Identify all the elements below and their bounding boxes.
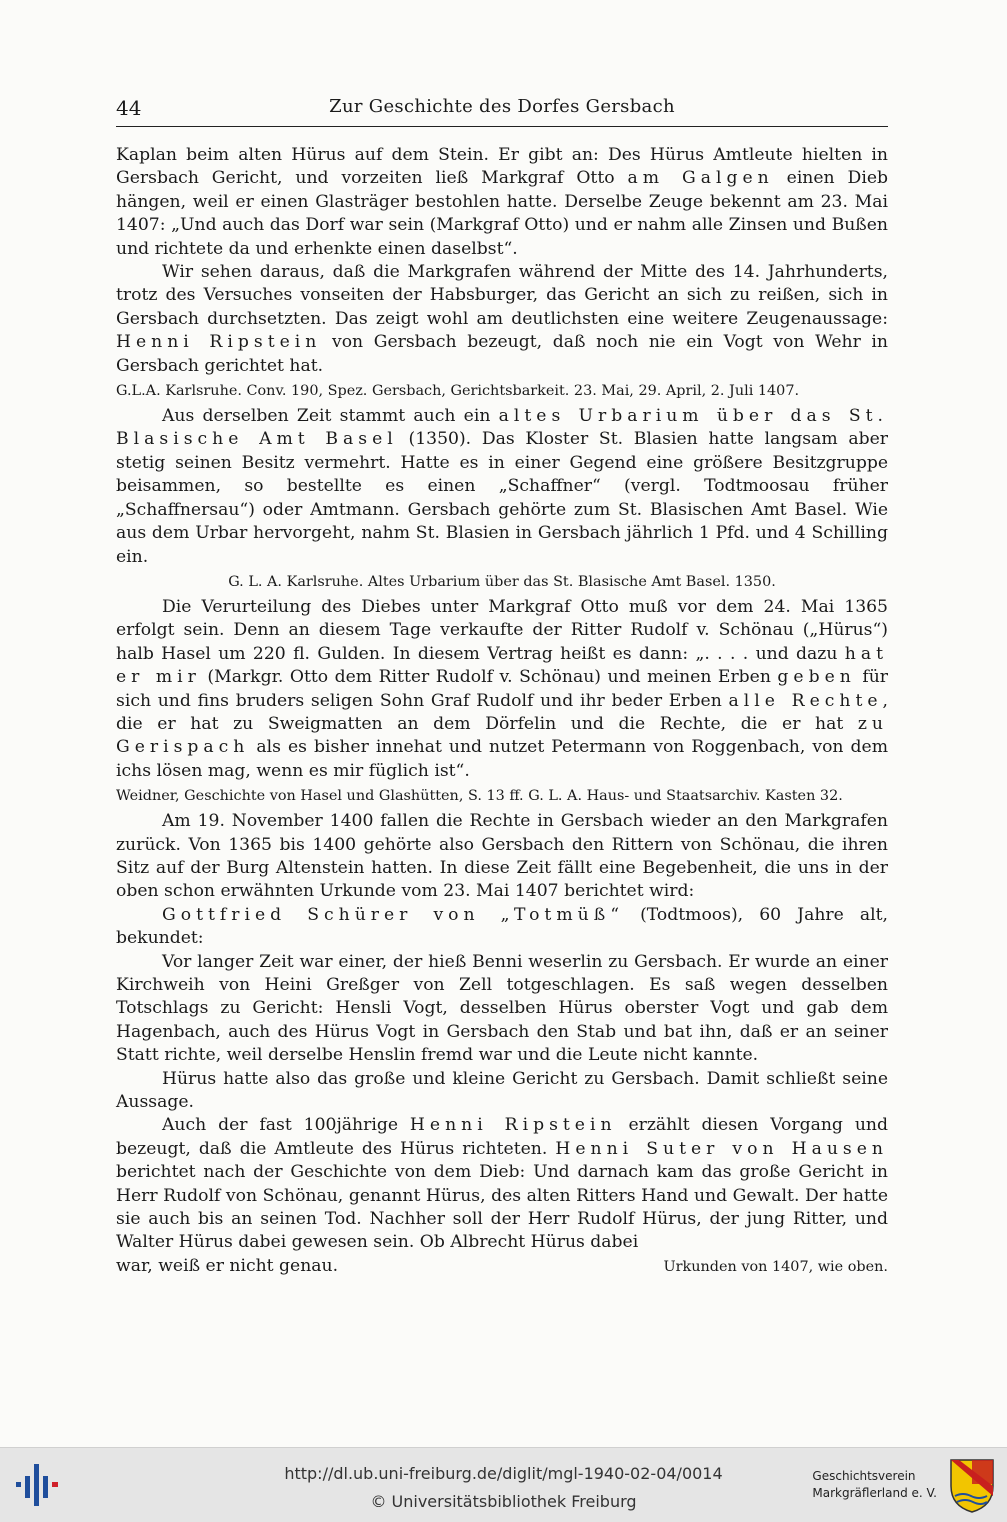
coat-of-arms-icon[interactable] (947, 1456, 997, 1514)
paragraph-8: Hürus hatte also das große und kleine Gericht zu Gersbach. Damit schließt seine Aussage. (116, 1068, 888, 1113)
footnote-1: G.L.A. Karlsruhe. Conv. 190, Spez. Gersbach, Gerichtsbarkeit. 23. Mai, 29. April, 2. Juli 1407. (116, 383, 800, 400)
running-head (116, 92, 888, 127)
paragraph-4: Die Verurteilung des Diebes unter Markgraf Otto muß vor dem 24. Mai 1365 erfolgt sein. Denn an diesem Tage verkaufte der Ritter Rudolf v. Schönau („Hürus“) halb Hasel um 220 fl. Gulden. In diesem Vertrag heißt es dann: „. . . . und dazu hat er mir (Markgr. Otto dem Ritter Rudolf v. Schönau) und meinen Erben geben für sich und fins bruders seligen Sohn Graf Rudolf und ihr beder Erben alle Rechte, die er hat zu Sweigmatten an dem Dörfelin und die Rechte, die er hat zu Gerispach als es bisher innehat und nutzet Petermann von Roggenbach, von dem ichs lösen mag, wenn es mir füglich ist“. (116, 596, 888, 781)
paragraph-7: Vor langer Zeit war einer, der hieß Benni weserlin zu Gersbach. Er wurde an einer Kirchweih von Heini Greßger von Zell totgeschlagen. Es saß wegen desselben Totschlags zu Gericht: Hensli Vogt, desselben Hürus oberster Vogt und gab dem Hagenbach, auch des Hürus Vogt in Gersbach den Stab und bat ihn, daß er an seiner Statt richte, weil derselbe Henslin fremd war und die Leute nicht kannte. (116, 951, 888, 1066)
footer-bar (0, 1447, 1007, 1522)
paragraph-9-last-line (116, 1255, 888, 1279)
body-text (116, 144, 888, 1279)
paragraph-9-end: war, weiß er nicht genau. (116, 1255, 339, 1276)
paragraph-2: Wir sehen daraus, daß die Markgrafen während der Mitte des 14. Jahrhunderts, trotz des Versuches vonseiten der Habsburger, das Gericht an sich zu reißen, sich in Gersbach durchsetzten. Das zeigt wohl am deutlichsten eine weitere Zeugenaussage: Henni Ripstein von Gersbach bezeugt, daß noch nie ein Vogt von Wehr in Gersbach gerichtet hat. (116, 262, 888, 376)
organization-name[interactable] (812, 1468, 937, 1502)
permalink-url[interactable]: http://dl.ub.uni-freiburg.de/diglit/mgl-1940-02-04/0014 (284, 1464, 723, 1483)
page-number: 44 (116, 96, 142, 120)
footnote-3: Weidner, Geschichte von Hasel und Glashütten, S. 13 ff. G. L. A. Haus- und Staatsarchiv. Kasten 32. (116, 788, 843, 805)
paragraph-6: Gottfried Schürer von „Totmüß“ (Todtmoos), 60 Jahre alt, bekundet: (116, 904, 888, 949)
organization-line-2: Markgräflerland e. V. (812, 1486, 937, 1500)
page-title: Zur Geschichte des Dorfes Gersbach (329, 96, 675, 117)
footnote-2: G. L. A. Karlsruhe. Altes Urbarium über das St. Blasische Amt Basel. 1350. (228, 573, 776, 590)
paragraph-1: Kaplan beim alten Hürus auf dem Stein. Er gibt an: Des Hürus Amtleute hielten in Gersbach Gericht, und vorzeiten ließ Markgraf Otto am Galgen einen Dieb hängen, weil er einen Glasträger bestohlen hatte. Derselbe Zeuge bekennt am 23. Mai 1407: „Und auch das Dorf war sein (Markgraf Otto) und er nahm alle Zinsen und Bußen und richtete da und erhenkte einen daselbst“. (116, 145, 888, 259)
paragraph-5: Am 19. November 1400 fallen die Rechte in Gersbach wieder an den Markgrafen zurück. Von 1365 bis 1400 gehörte also Gersbach den Rittern von Schönau, die ihren Sitz auf der Burg Altenstein hatten. In diese Zeit fällt eine Begebenheit, die uns in der oben schon erwähnten Urkunde vom 23. Mai 1407 berichtet wird: (116, 811, 888, 902)
copyright-notice: © Universitätsbibliothek Freiburg (370, 1492, 637, 1511)
paragraph-3: Aus derselben Zeit stammt auch ein altes Urbarium über das St. Blasische Amt Basel (1350). Das Kloster St. Blasien hatte langsam aber stetig seinen Besitz vermehrt. Hatte es in einer Gegend eine größere Besitzgruppe beisammen, so bestellte es einen „Schaffner“ (vergl. Todtmoosau früher „Schaffnersau“) oder Amtmann. Gersbach gehörte zum St. Blasischen Amt Basel. Wie aus dem Urbar hervorgeht, nahm St. Blasien in Gersbach jährlich 1 Pfd. und 4 Schilling ein. (116, 406, 888, 567)
footnote-4: Urkunden von 1407, wie oben. (663, 1258, 888, 1275)
paragraph-9: Auch der fast 100jährige Henni Ripstein erzählt diesen Vorgang und bezeugt, daß die Amtleute des Hürus richteten. Henni Suter von Hausen berichtet nach der Geschichte von dem Dieb: Und darnach kam das große Gericht in Herr Rudolf von Schönau, genannt Hürus, des alten Ritters Hand und Gewalt. Der hatte sie auch bis an seinen Tod. Nachher soll der Herr Rudolf Hürus, der jung Ritter, und Walter Hürus dabei gewesen sein. Ob Albrecht Hürus dabei (116, 1115, 888, 1253)
organization-line-1: Geschichtsverein (812, 1469, 916, 1483)
